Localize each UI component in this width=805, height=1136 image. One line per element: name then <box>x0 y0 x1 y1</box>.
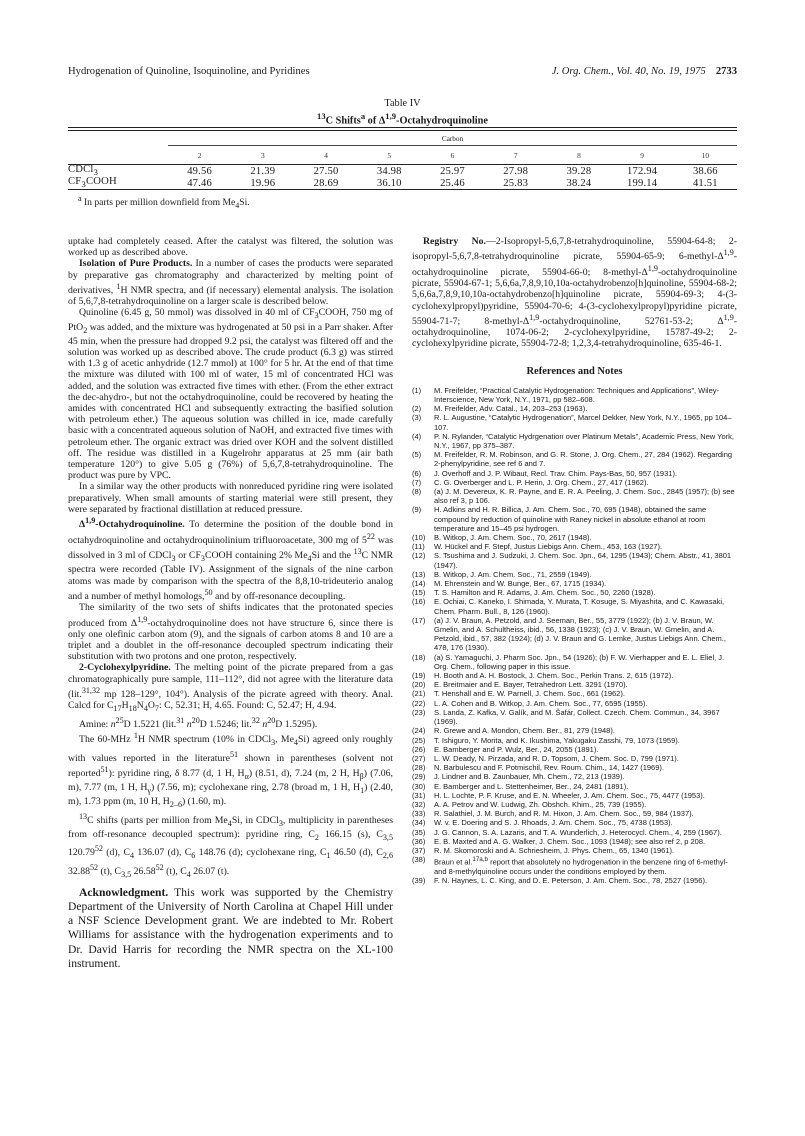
reference-text: H. Booth and A. H. Bostock, J. Chem. Soc., Perkin Trans. 2, 615 (1972). <box>434 671 674 681</box>
paragraph-text: $^{13}$C shifts (parts per million from $Me_4Si$, in CDCl$_3$, multiplicity in parentheses from off-resonance decoupled spectrum): pyridine ring, $C_2$ 166.15 (s), $C_{3,5}$ 120.79$^{52}$ (d), $C_4$ 136.07 (d), $C_6$ 148.76 (d); cyclohexane ring, $C_1$ 46.50 (d), $C_{2,6}$ 32.88$^{52}$ (t), $C_{3,5}$ 26.58$^{52}$ (t), $C_4$ 26.07 (t). <box>68 811 394 879</box>
paragraph-heading: Isolation of Pure Products. <box>79 258 193 270</box>
left-column <box>68 236 393 971</box>
table-top-rule <box>68 127 737 128</box>
shift-cell: 19.96 <box>250 177 276 189</box>
reference-text: (a) J. V. Braun, A. Petzold, and J. Seeman, Ber., 55, 3779 (1922); (b) J. V. Braun, W. Gmelin, and A. Schultheiss, ibid., 56, 1338 (1923); (c) J. V. Braun, W. Gmelin, and A. Petzold, ibid., 57, 382 (1924); (d) J. V. Braun and G. Lemke, Justus Liebigs Ann. Chem., 478, 176 (1930). <box>434 615 726 653</box>
reference-item <box>412 689 737 698</box>
reference-number: (34) <box>412 818 426 828</box>
reference-item <box>412 791 737 800</box>
reference-item <box>412 570 737 579</box>
reference-item <box>412 487 737 505</box>
reference-number: (37) <box>412 845 426 855</box>
col-header: 3 <box>260 150 265 160</box>
reference-item <box>412 763 737 772</box>
reference-number: (33) <box>412 809 426 819</box>
col-header: 5 <box>387 150 392 160</box>
registry-text: —2-Isopropyl-5,6,7,8-tetrahydroquinoline, 55904-64-8; 2-isopropyl-5,6,7,8-tetrahydroquinoline picrate, 55904-65-9; $6-methyl-\Delta^{1,9}$-octahydroquinoline picrate, 55904-66-0; $8-methyl-\Delta^{1,9}$-octahydroquinoline picrate, 55904-67-1; 5,6,6a,7,8,9,10,10a-octahydrobenzo[h]quinoline, 55904-68-2; 5,6,6a,7,8,9,10,10a-octahydrobenzo[h]quinoline picrate, 55904-69-3; 4-(3-cyclohexylpropyl)pyridine, 55904-70-6; 4-(3-cyclohexylpropyl)pyridine picrate, 55904-71-7; $8-methyl-\Delta^{1,9}$-octahydroquinoline, 52761-53-2; Δ$^{1,9}$-octahydroquinoline, 1074-06-2; 2-cyclohexylpyridine, 15787-49-2; 2-cyclohexylpyridine picrate, 55904-72-8; 1,2,3,4-tetrahydroquinoline, 635-46-1. <box>412 236 737 350</box>
reference-text: C. G. Overberger and L. P. Herin, J. Org. Chem., 27, 417 (1962). <box>434 477 649 487</box>
body-paragraph <box>68 307 393 481</box>
shift-cell: 27.50 <box>313 165 339 177</box>
reference-number: (31) <box>412 790 426 800</box>
reference-item <box>412 386 737 404</box>
reference-text: R. Salathiel, J. M. Burch, and R. M. Hixon, J. Am. Chem. Soc., 59, 984 (1937). <box>434 809 694 819</box>
table-row <box>68 177 737 189</box>
reference-text: A. A. Petrov and W. Ludwig, Zh. Obshch. Khim., 25, 739 (1955). <box>434 799 647 809</box>
reference-number: (32) <box>412 799 426 809</box>
reference-text: T. Henshall and E. W. Parnell, J. Chem. Soc., 661 (1962). <box>434 689 625 699</box>
col-header: 6 <box>450 150 455 160</box>
paragraph-text: Quinoline (6.45 g, 50 mmol) was dissolved in 40 ml of $CF_3COOH$, 750 mg of PtO$_2$ was added, and the mixture was hydrogenated at 50 psi in a Parr shaker. After 45 min, when the pressure had dropped 9.2 psi, the catalyst was filtered off and the solution was worked up as described above. The crude product (6.3 g) was stirred with 1.3 g of acetic anhydride (12.7 mmol) at 100° for 5 hr. At the end of that time the mixture was diluted with 100 ml of water, 15 ml of concentrated HCl was added, and the solution was extracted five times with ether. (From the ether extract the dec-ahydro-, but not the octahydroquinoline, could be recovered by heating the amides with concentrated HCl and subsequently extracting the basified solution with petroleum ether.) The aqueous solution was chilled in ice, made carefully basic with a concentrated aqueous solution of NaOH, and extracted five times with petroleum ether. The organic extract was dried over KOH and the solvent distilled off. The residue was distilled in a Kugelrohr apparatus at 25 mm (air bath temperature 120°) to give 5.05 g (76%) of 5,6,7,8-tetrahydroquinoline. The product was pure by VPC. <box>68 307 393 482</box>
reference-item <box>412 533 737 542</box>
reference-text: E. Breitmaier and E. Bayer, Tetrahedron Lett. 3291 (1970). <box>434 680 628 690</box>
reference-text: W. v. E. Doering and S. J. Rhoads, J. Am. Chem. Soc., 75, 4738 (1953). <box>434 818 673 828</box>
reference-item <box>412 671 737 680</box>
reference-number: (15) <box>412 588 426 598</box>
experimental-text <box>68 236 393 880</box>
table-column-header <box>68 146 737 164</box>
reference-number: (24) <box>412 726 426 736</box>
reference-text: E. B. Maxted and A. G. Walker, J. Chem. Soc., 1093 (1948); see also ref 2, p 208. <box>434 836 706 846</box>
reference-item <box>412 772 737 781</box>
reference-item <box>412 579 737 588</box>
reference-number: (7) <box>412 477 422 487</box>
reference-number: (39) <box>412 876 426 886</box>
registry-numbers <box>412 236 737 350</box>
reference-number: (19) <box>412 671 426 681</box>
reference-item <box>412 782 737 791</box>
reference-number: (14) <box>412 579 426 589</box>
table-row <box>68 165 737 177</box>
reference-text: T. Ishiguro, Y. Morita, and K. Ikushima, Yakugaku Zasshi, 79, 1073 (1959). <box>434 735 680 745</box>
reference-number: (18) <box>412 652 426 662</box>
body-paragraph <box>68 602 393 662</box>
reference-item <box>412 828 737 837</box>
body-paragraph <box>68 730 393 811</box>
shift-cell: 28.69 <box>313 177 339 189</box>
reference-item <box>412 653 737 671</box>
shift-cell: 39.28 <box>566 165 592 177</box>
reference-number: (17) <box>412 615 426 625</box>
col-header: 10 <box>701 150 710 160</box>
reference-item <box>412 876 737 885</box>
reference-text: P. N. Rylander, “Catalytic Hydrgenation over Platinum Metals”, Academic Press, New York, N.Y., 1967, pp 375–387. <box>434 431 734 450</box>
body-paragraph <box>68 810 393 879</box>
reference-number: (10) <box>412 533 426 543</box>
reference-item <box>412 478 737 487</box>
shift-cell: 199.14 <box>626 177 658 189</box>
reference-text: M. Ehrenstein and W. Bunge, Ber., 67, 1715 (1934). <box>434 579 607 589</box>
shift-cell: 34.98 <box>376 165 402 177</box>
reference-number: (6) <box>412 468 422 478</box>
reference-item <box>412 597 737 615</box>
reference-item <box>412 736 737 745</box>
reference-number: (8) <box>412 487 422 497</box>
reference-number: (36) <box>412 836 426 846</box>
table-footnote: $^a$ In parts per million downfield from $Me_4Si$. <box>78 194 250 211</box>
paragraph-text: Amine: $n^{25}D$ 1.5221 (lit.$^{31}$ $n^{20}D$ 1.5246; lit.$^{32}$ $n^{20}D$ 1.5295). <box>79 715 318 730</box>
reference-item <box>412 413 737 431</box>
reference-text: M. Freifelder, “Practical Catalytic Hydrogenation: Techniques and Applications”, Wiley-Interscience, New York, N.Y., 1971, pp 582–608. <box>434 385 719 404</box>
reference-number: (2) <box>412 404 422 414</box>
body-paragraph <box>68 714 393 729</box>
shift-cell: 38.24 <box>566 177 592 189</box>
reference-text: H. L. Lochte, P. F. Kruse, and E. N. Wheeler, J. Am. Chem. Soc., 75, 4477 (1953). <box>434 790 705 800</box>
reference-number: (27) <box>412 753 426 763</box>
reference-text: S. Landa, Z. Kafka, V. Galík, and M. Šafár, Collect. Czech. Chem. Commun., 34, 3967 (1969). <box>434 707 720 727</box>
reference-number: (4) <box>412 431 422 441</box>
right-column <box>412 236 737 885</box>
reference-text: S. Tsushima and J. Sudzuki, J. Chem. Soc. Jpn., 64, 1295 (1943); Chem. Abstr., 41, 3801 (1947). <box>434 551 732 570</box>
reference-text: R. L. Augustine, “Catalytic Hydrogenation”, Marcel Dekker, New York, N.Y., 1965, pp 104–107. <box>434 413 732 432</box>
acknowledgment <box>68 886 393 971</box>
col-header: 8 <box>577 150 581 160</box>
reference-item <box>412 551 737 569</box>
reference-text: M. Freifelder, R. M. Robinson, and G. R. Stone, J. Org. Chem., 27, 284 (1962). Regarding 2-phenylpyridine, see ref 6 and 7. <box>434 450 733 469</box>
reference-item <box>412 846 737 855</box>
reference-number: (5) <box>412 450 422 460</box>
reference-text: B. Witkop, J. Am. Chem. Soc., 70, 2617 (1948). <box>434 533 592 543</box>
shift-cell: 25.97 <box>440 165 465 177</box>
reference-number: (12) <box>412 551 426 561</box>
body-paragraph <box>68 481 393 515</box>
reference-number: (11) <box>412 542 425 552</box>
reference-item <box>412 809 737 818</box>
reference-text: E. Bamberger and L. Stettenheimer, Ber., 24, 2481 (1891). <box>434 781 629 791</box>
reference-number: (3) <box>412 413 422 423</box>
reference-item <box>412 726 737 735</box>
shift-cell: 41.51 <box>692 177 718 189</box>
reference-text: J. G. Cannon, S. A. Lazaris, and T. A. Wunderlich, J. Heterocycl. Chem., 4, 259 (1967). <box>434 827 722 837</box>
shift-cell: 27.98 <box>503 165 529 177</box>
paragraph-heading: 2-Cyclohexylpyridine. <box>79 662 171 674</box>
references-list <box>412 386 737 885</box>
reference-text: M. Freifelder, Adv. Catal., 14, 203–253 (1963). <box>434 404 588 414</box>
acknowledgment-heading: Acknowledgment. <box>79 885 169 899</box>
reference-number: (35) <box>412 827 426 837</box>
journal-name: J. Org. Chem., Vol. 40, No. 19, 1975 <box>551 66 706 77</box>
reference-text: E. Bamberger and P. Wulz, Ber., 24, 2055 (1891). <box>434 744 599 754</box>
reference-number: (26) <box>412 744 426 754</box>
reference-number: (22) <box>412 698 426 708</box>
shift-cell: 21.39 <box>250 165 276 177</box>
reference-number: (38) <box>412 855 426 865</box>
reference-item <box>412 588 737 597</box>
col-header: 7 <box>513 150 518 160</box>
shift-cell: 49.56 <box>187 165 213 177</box>
shift-cell: 25.83 <box>503 177 529 189</box>
journal-citation <box>552 66 737 77</box>
acknowledgment-text: This work was supported by the Chemistry Department of the University of North Carolina at Chapel Hill under a NSF Science Development grant. We are indebted to Mr. Robert Williams for assistance with the hydrogenation experiments and to Dr. David Harris for recording the NMR spectra on the XL-100 instrument. <box>68 885 393 970</box>
table-title: $^{13}$C Shifts$^a$ of Δ$^{1,9}$-Octahydroquinoline <box>317 111 488 127</box>
reference-text: F. N. Haynes, L. C. King, and D. E. Peterson, J. Am. Chem. Soc., 78, 2527 (1956). <box>434 876 708 886</box>
paragraph-text: In a number of cases the products were separated by preparative gas chromatography and characterized by melting point of derivatives, $^1$H NMR spectra, and (if necessary) elemental analysis. The isolation of 5,6,7,8-tetrahydroquinoline on a larger scale is described below. <box>68 258 394 308</box>
solvent-cell: CDCl$_3$ <box>68 164 99 178</box>
reference-text: J. Lindner and B. Zaunbauer, Mh. Chem., 72, 213 (1939). <box>434 772 625 782</box>
reference-number: (30) <box>412 781 426 791</box>
page-number: 2733 <box>715 66 737 77</box>
shift-cell: 38.66 <box>692 165 718 177</box>
table-bottom-rule <box>68 189 737 190</box>
col-header: 4 <box>324 150 328 160</box>
reference-text: B. Witkop, J. Am. Chem. Soc., 71, 2559 (1949). <box>434 569 592 579</box>
reference-item <box>412 818 737 827</box>
header-title: Hydrogenation of Quinoline, Isoquinoline, and Pyridines <box>68 66 310 77</box>
paragraph-text: The melting point of the picrate prepared from a gas chromatographically pure sample, 111–112°, did not agree with the literature data (lit.$^{31,32}$ mp 128–129°, 104°). Analysis of the picrate agreed with theory. Anal. Calcd for $C_{17}H_{18}N_4O_7$: C, 52.31; H, 4.65. Found: C, 52.47; H, 4.94. <box>68 662 393 714</box>
reference-text: E. Ochiai, C. Kaneko, I. Shimada, Y. Murata, T. Kosuge, S. Miyashita, and C. Kawasaki, Chem. Pharm. Bull., 8, 126 (1960). <box>434 597 725 616</box>
reference-item <box>412 542 737 551</box>
reference-item <box>412 699 737 708</box>
reference-item <box>412 450 737 468</box>
running-header <box>68 66 737 77</box>
paragraph-text: In a similar way the other products with nonreduced pyridine ring were isolated preparatively. When small amounts of starting material were still present, they were separated by fractional distillation at reduced pressure. <box>68 481 393 515</box>
reference-item <box>412 708 737 726</box>
shift-cell: 172.94 <box>626 165 658 177</box>
paragraph-text: uptake had completely ceased. After the catalyst was filtered, the solution was worked up as described above. <box>68 236 393 259</box>
reference-number: (21) <box>412 689 426 699</box>
reference-number: (23) <box>412 707 426 717</box>
registry-heading: Registry No. <box>423 236 486 247</box>
reference-item <box>412 855 737 876</box>
body-paragraph <box>68 515 393 602</box>
reference-item <box>412 745 737 754</box>
reference-text: Braun et al.$^{17a,b}$ report that absolutely no hydrogenation in the benzene ring of 6-methyl- and 8-methylquinoline occurs under the conditions employed by them. <box>434 856 728 876</box>
solvent-cell: $CF_3COOH$ <box>68 176 117 190</box>
table-body <box>68 165 737 189</box>
reference-text: H. Adkins and H. R. Billica, J. Am. Chem. Soc., 70, 695 (1948), obtained the same compound by reduction of quinoline with Raney nickel in absolute ethanol at room temperature and 15–45 psi hydrogen. <box>434 505 707 533</box>
references-title: References and Notes <box>526 365 623 377</box>
reference-item <box>412 754 737 763</box>
reference-number: (28) <box>412 763 426 773</box>
reference-item <box>412 432 737 450</box>
reference-item <box>412 404 737 413</box>
paragraph-text: The similarity of the two sets of shifts indicates that the protonated species produced from Δ$^{1,9}$-octahydroquinoline does not have structure 6, since there is only one olefinic carbon atom (9), and the signals of carbon atoms 8 and 10 are a triplet and a doublet in the off-resonance decoupled spectrum indicating their substitution with two protons and one proton, respectively. <box>68 602 393 663</box>
paragraph-heading: Δ$^{1,9}$-Octahydroquinoline. <box>79 516 185 531</box>
shift-cell: 25.46 <box>440 177 465 189</box>
reference-text: W. Hückel and F. Stepf, Justus Liebigs Ann. Chem., 453, 163 (1927). <box>434 542 663 552</box>
reference-number: (20) <box>412 680 426 690</box>
reference-number: (16) <box>412 597 426 607</box>
reference-item <box>412 680 737 689</box>
reference-item <box>412 800 737 809</box>
shift-table <box>68 127 737 210</box>
reference-item <box>412 837 737 846</box>
shift-cell: 36.10 <box>376 177 402 189</box>
shift-cell: 47.46 <box>187 177 213 189</box>
reference-text: (a) S. Yamaguchi, J. Pharm Soc. Jpn., 54 (1926); (b) F. W. Vierhapper and E. L. Eliel, J. Org. Chem., following paper in this issue. <box>434 652 725 671</box>
paragraph-text: To determine the position of the double bond in octahydroquinoline and octahydroquinolinium trifluoroacetate, 300 mg of $5^{22}$ was dissolved in 3 ml of CDCl$_3$ or $CF_3COOH$ containing 2% $Me_4Si$ and the $^{13}$C NMR spectra were recorded (Table IV). Assignment of the signals of the nine carbon atoms was made by comparison with the spectra of the 8,8,10-trideuterio analog and a number of methyl homologs,$^{50}$ and by off-resonance decoupling. <box>68 519 393 602</box>
reference-text: N. Barbulescu and F. Potmischil, Rev. Roum. Chim., 14, 1427 (1969). <box>434 763 664 773</box>
reference-number: (1) <box>412 385 422 395</box>
reference-text: T. S. Hamilton and R. Adams, J. Am. Chem. Soc., 50, 2260 (1928). <box>434 588 656 598</box>
reference-text: R. Grewe and A. Mondon, Chem. Ber., 81, 279 (1948). <box>434 726 615 736</box>
group-label-carbon: Carbon <box>168 135 737 146</box>
reference-number: (9) <box>412 505 422 515</box>
reference-item <box>412 505 737 533</box>
body-paragraph <box>68 236 393 258</box>
reference-item <box>412 616 737 653</box>
body-paragraph <box>68 662 393 714</box>
reference-number: (13) <box>412 569 426 579</box>
reference-item <box>412 469 737 478</box>
reference-text: J. Overhoff and J. P. Wibaut, Recl. Trav. Chim. Pays-Bas, 50, 957 (1931). <box>434 468 678 478</box>
reference-number: (29) <box>412 772 426 782</box>
table-label: Table IV <box>384 98 421 109</box>
reference-text: (a) J. M. Devereux, K. R. Payne, and E. R. A. Peeling, J. Chem. Soc., 2845 (1957); (b) see also ref 3, p 106. <box>434 487 735 506</box>
col-header: 2 <box>197 150 202 160</box>
table-caption <box>0 97 805 127</box>
reference-text: R. M. Skomoroski and A. Schriesheim, J. Phys. Chem., 65, 1340 (1961). <box>434 845 675 855</box>
paragraph-text: The 60-MHz $^1$H NMR spectrum (10% in CDCl$_3$, $Me_4Si$) agreed only roughly with values reported in the literature$^{51}$ shown in parentheses (solvent not reported$^{51}$): pyridine ring, δ 8.77 (d, 1 H, $H_\alpha$) (8.51, d), 7.24 (m, 2 H, $H_\beta$) (7.06, m), 7.77 (m, 1 H, $H_\gamma$) (7.56, m); cyclohexane ring, 2.78 (broad m, 1 H, $H_1$) (2.40, m), 1.73 ppm (m, 10 H, $H_{2-6}$) (1.60, m). <box>68 730 394 810</box>
col-header: 9 <box>640 150 644 160</box>
body-paragraph <box>68 258 393 307</box>
reference-number: (25) <box>412 735 426 745</box>
table-group-header <box>68 131 737 146</box>
reference-text: L. A. Cohen and B. Witkop, J. Am. Chem. Soc., 77, 6595 (1955). <box>434 698 648 708</box>
reference-text: L. W. Deady, N. Pirzada, and R. D. Topsom, J. Chem. Soc. D, 799 (1971). <box>434 753 679 763</box>
